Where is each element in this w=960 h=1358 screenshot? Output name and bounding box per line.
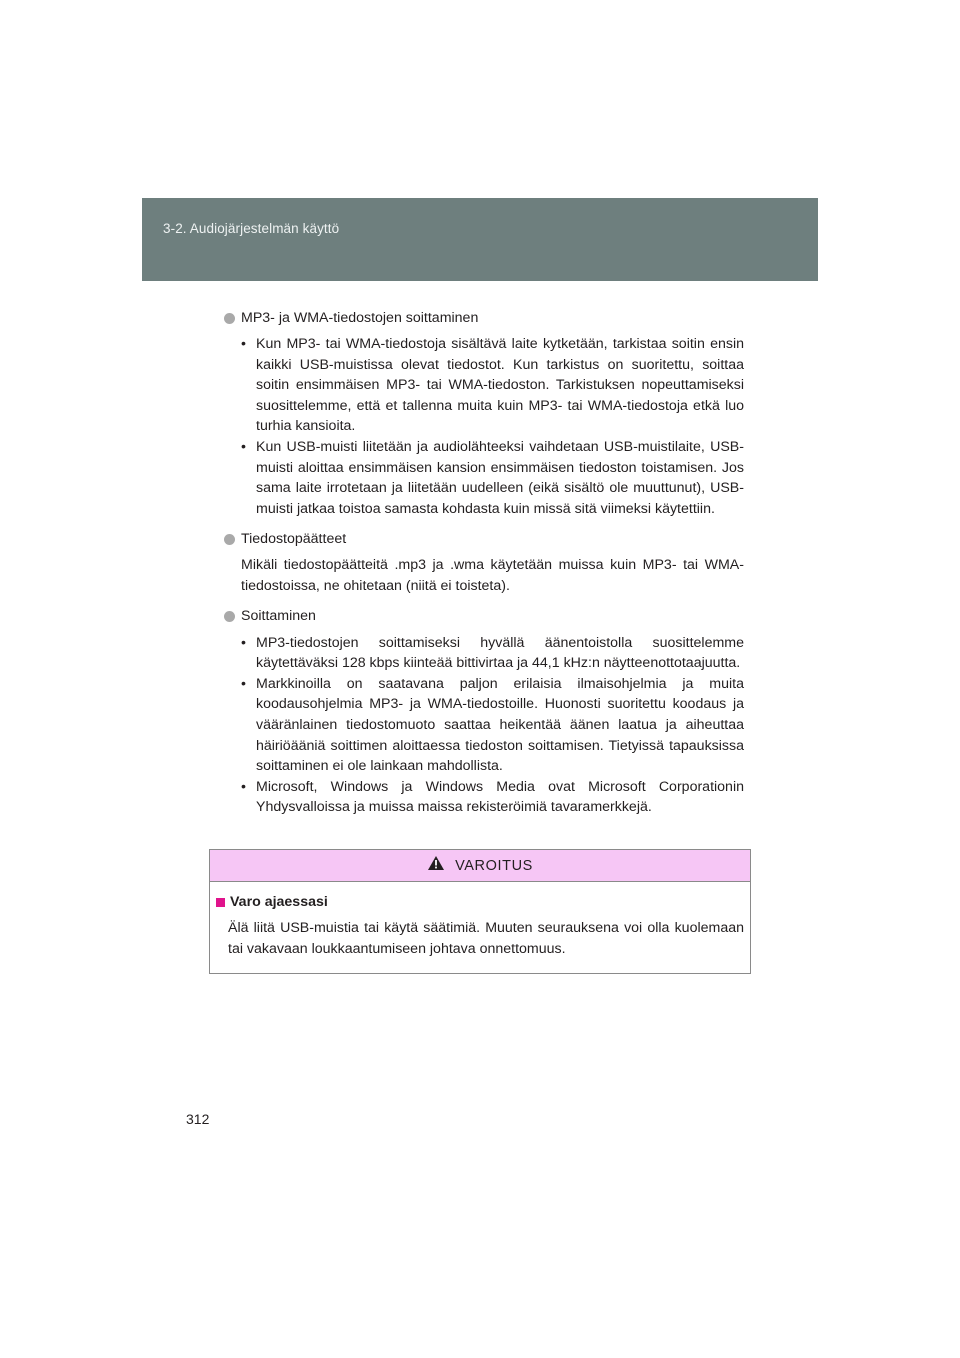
warning-triangle-icon — [427, 855, 445, 876]
section-heading — [224, 306, 744, 330]
bullet-icon: • — [241, 634, 246, 651]
list-item-text: Kun USB-muisti liitetään ja audiolähteeksi vaihdetaan USB-muistilaite, USB-muisti aloittaa ensimmäisen kansion ensimmäisen tiedoston toistamisen. Jos sama laite irrotetaan ja liitetään uudelleen (eikä sisältö ole muuttunut), USB-muisti jatkaa toistoa samasta kohdasta kuin missä sitä viimeksi käytettiin. — [256, 438, 744, 517]
section-heading-text: Soittaminen — [241, 608, 316, 625]
circle-bullet-icon — [224, 611, 235, 622]
warning-body — [210, 882, 750, 960]
list-item-text: MP3-tiedostojen soittamiseksi hyvällä äänentoistolla suosittelemme käytettäväksi 128 kbps kiinteää bittivirtaa ja 44,1 kHz:n näytteenottotaajuutta. — [256, 634, 744, 672]
circle-bullet-icon — [224, 313, 235, 324]
section-mp3-wma — [224, 306, 744, 519]
section-items — [224, 334, 744, 519]
bullet-icon: • — [241, 778, 246, 795]
list-item — [224, 437, 744, 519]
list-item — [224, 674, 744, 777]
warning-subheading-text: Varo ajaessasi — [230, 893, 328, 910]
circle-bullet-icon — [224, 534, 235, 545]
section-heading-text: Tiedostopäätteet — [241, 531, 347, 548]
warning-header — [210, 850, 750, 882]
section-heading — [224, 605, 744, 629]
bullet-icon: • — [241, 336, 246, 352]
page-number: 312 — [186, 1111, 210, 1127]
list-item-text: Markkinoilla on saatavana paljon erilaisia ilmaisohjelmia ja muita koodausohjelmia MP3- ja WMA-tiedostoille. Huonosti suoritettu koodaus ja vääränlainen tiedostomuoto saattaa heikentää äänen laatua ja aiheuttaa häiriöääniä soittimen aloittaessa tiedoston soittamisen. Tietyissä tapauksissa soittaminen ei ole lainkaan mahdollista. — [256, 675, 744, 775]
section-heading-text: MP3- ja WMA-tiedostojen soittaminen — [241, 309, 479, 326]
list-item — [224, 777, 744, 818]
chapter-header — [142, 198, 818, 281]
section-heading — [224, 527, 744, 551]
section-file-extensions — [224, 527, 744, 596]
list-item — [224, 633, 744, 674]
list-item-text: Kun MP3- tai WMA-tiedostoja sisältävä laite kytketään, tarkistaa soitin ensin kaikki USB-muistissa olevat tiedostot. Kun tarkistus on suoritettu, soittaa soitin ensimmäisen MP3- tai WMA-tiedoston. Tarkistuksen nopeuttamiseksi suosittelemme, että et tallenna muita kuin MP3- tai WMA-tiedostoja etkä luo turhia kansioita. — [256, 336, 744, 435]
bullet-icon: • — [241, 675, 246, 692]
section-items — [224, 633, 744, 818]
warning-title: VAROITUS — [455, 857, 533, 874]
chapter-title: 3-2. Audiojärjestelmän käyttö — [163, 221, 340, 236]
warning-text: Älä liitä USB-muistia tai käytä säätimiä. Muuten seurauksena voi olla kuolemaan tai vakavaan loukkaantumiseen johtava onnettomuus. — [228, 920, 744, 957]
square-bullet-icon — [216, 898, 225, 907]
main-content — [224, 306, 744, 826]
section-playback — [224, 605, 744, 818]
list-item — [224, 334, 744, 437]
list-item-text: Microsoft, Windows ja Windows Media ovat Microsoft Corporationin Yhdysvalloissa ja muissa maissa rekisteröimiä tavaramerkkejä. — [256, 778, 744, 816]
section-paragraph: Mikäli tiedostopäätteitä .mp3 ja .wma käytetään muissa kuin MP3- tai WMA-tiedostoissa, ne ohitetaan (niitä ei toisteta). — [241, 557, 744, 594]
bullet-icon: • — [241, 438, 246, 455]
warning-subheading — [216, 891, 744, 913]
warning-box — [209, 849, 751, 974]
